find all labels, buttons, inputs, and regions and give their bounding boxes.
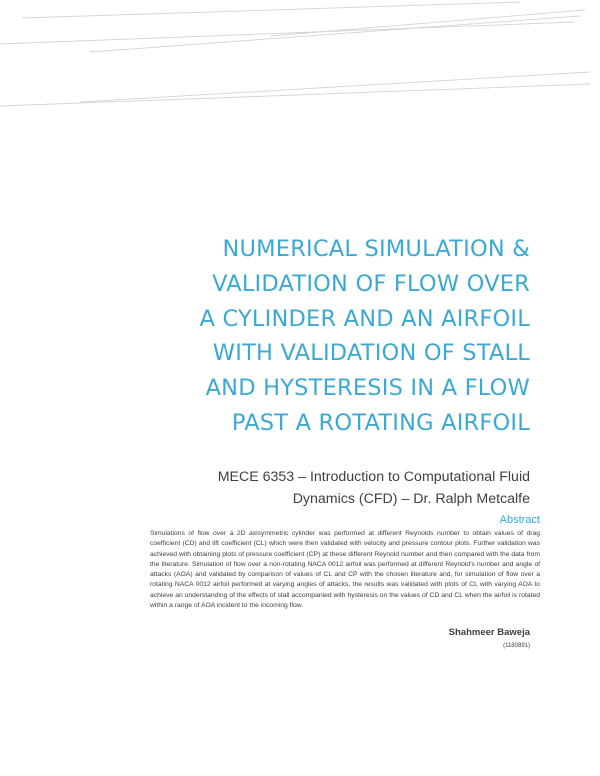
subtitle-line: Dynamics (CFD) – Dr. Ralph Metcalfe (292, 491, 530, 507)
decorative-line (0, 22, 575, 44)
abstract-heading: Abstract (499, 514, 540, 526)
title-line: VALIDATION OF FLOW OVER (212, 270, 530, 297)
document-title (120, 232, 530, 441)
subtitle-line: MECE 6353 – Introduction to Computational Fluid (217, 469, 530, 485)
title-line: NUMERICAL SIMULATION & (222, 236, 530, 262)
title-line: AND HYSTERESIS IN A FLOW (205, 375, 530, 402)
title-line: WITH VALIDATION OF STALL (212, 340, 530, 367)
decorative-lines (0, 0, 600, 130)
document-subtitle (200, 466, 530, 510)
abstract-body: Simulations of flow over a 2D axisymmetric cylinder was performed at different Reynolds number to obtain values of drag coefficient (CD) and lift coefficient (CL) which were then validated with velocity and pressure contour plots. Further validation was achieved with obtaining plots of pressure coefficient (CP) at these different Reynold number and then compared with the data from the literature. Simulation of flow over a non-rotating NACA 0012 airfoil was performed at different Reynold's number and angle of attacks (AOA) and validated by comparison of values of CL and CP with the chosen literature and, for simulation of flow over a rotating NACA 0012 airfoil performed at varying angles of attacks, the results was validated with plots of CL with varying AOA to achieve an understanding of the effects of stall accompanied with hysteresis on the values of CD and CL when the airfoil is rotated within a range of AOA incident to the incoming flow. (150, 530, 540, 610)
author-name: Shahmeer Baweja (448, 627, 530, 638)
decorative-line (22, 2, 520, 18)
title-line: A CYLINDER AND AN AIRFOIL (199, 305, 530, 332)
decorative-line (90, 16, 580, 52)
decorative-line (0, 84, 590, 106)
title-line: PAST A ROTATING AIRFOIL (231, 409, 530, 436)
author-id: (1180891) (503, 643, 530, 649)
